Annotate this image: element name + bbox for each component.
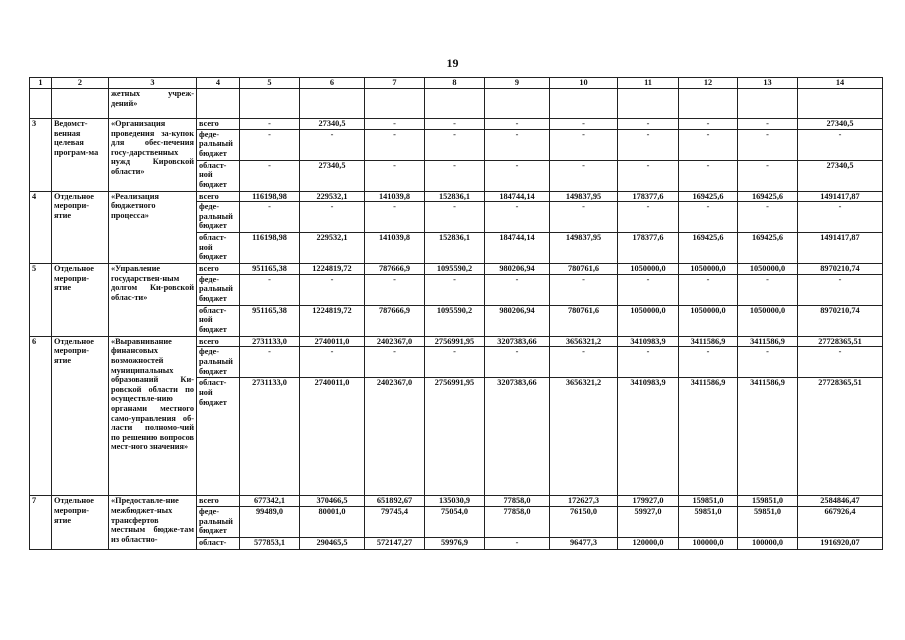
amount-cell: 159851,0: [679, 496, 738, 507]
amount-cell: 2731133,0: [240, 336, 300, 347]
amount-cell: -: [679, 160, 738, 191]
funding-source: област-ной бюджет: [197, 305, 240, 336]
amount-cell: 120000,0: [618, 537, 679, 549]
amount-cell: 677342,1: [240, 496, 300, 507]
amount-cell: [738, 89, 798, 119]
program-name: «Предоставле-ние межбюджет-ных трансфертов местным бюдже-там из областно-: [109, 496, 197, 550]
amount-cell: 2402367,0: [365, 336, 425, 347]
column-number: 2: [52, 78, 109, 89]
column-number: 4: [197, 78, 240, 89]
column-number: 14: [798, 78, 883, 89]
amount-cell: 116198,98: [240, 233, 300, 264]
amount-cell: 951165,38: [240, 305, 300, 336]
amount-cell: -: [365, 119, 425, 130]
amount-cell: 159851,0: [738, 496, 798, 507]
amount-cell: 2740011,0: [300, 336, 365, 347]
amount-cell: 1095590,2: [425, 264, 485, 275]
row-number: 5: [30, 264, 52, 337]
amount-cell: 149837,95: [550, 233, 618, 264]
amount-cell: 27728365,51: [798, 378, 883, 496]
amount-cell: -: [679, 347, 738, 378]
funding-source: област-ной бюджет: [197, 378, 240, 496]
amount-cell: -: [679, 119, 738, 130]
column-number: 13: [738, 78, 798, 89]
amount-cell: 149837,95: [550, 191, 618, 202]
amount-cell: -: [425, 202, 485, 233]
amount-cell: -: [738, 119, 798, 130]
amount-cell: 3656321,2: [550, 378, 618, 496]
amount-cell: -: [618, 274, 679, 305]
amount-cell: 2402367,0: [365, 378, 425, 496]
amount-cell: [300, 89, 365, 119]
amount-cell: 1050000,0: [679, 264, 738, 275]
funding-source: [197, 89, 240, 119]
program-name: «Управление государствен-ным долгом Ки-ровской облас-ти»: [109, 264, 197, 337]
amount-cell: 172627,3: [550, 496, 618, 507]
amount-cell: -: [425, 347, 485, 378]
program-type: Отдельное меропри-ятие: [52, 191, 109, 264]
amount-cell: 77858,0: [485, 506, 550, 537]
amount-cell: 780761,6: [550, 264, 618, 275]
amount-cell: -: [738, 160, 798, 191]
amount-cell: 370466,5: [300, 496, 365, 507]
amount-cell: -: [365, 347, 425, 378]
amount-cell: 572147,27: [365, 537, 425, 549]
amount-cell: 1095590,2: [425, 305, 485, 336]
amount-cell: [679, 89, 738, 119]
amount-cell: [485, 89, 550, 119]
amount-cell: 3411586,9: [738, 378, 798, 496]
amount-cell: 80001,0: [300, 506, 365, 537]
funding-source: всего: [197, 191, 240, 202]
table-row: [30, 119, 883, 130]
amount-cell: -: [679, 274, 738, 305]
amount-cell: 59976,9: [425, 537, 485, 549]
amount-cell: 99489,0: [240, 506, 300, 537]
column-number: 9: [485, 78, 550, 89]
amount-cell: -: [618, 347, 679, 378]
amount-cell: -: [679, 129, 738, 160]
column-number: 11: [618, 78, 679, 89]
amount-cell: 27728365,51: [798, 336, 883, 347]
amount-cell: 787666,9: [365, 264, 425, 275]
amount-cell: 980206,94: [485, 305, 550, 336]
amount-cell: 229532,1: [300, 233, 365, 264]
amount-cell: 8970210,74: [798, 305, 883, 336]
amount-cell: 59927,0: [618, 506, 679, 537]
program-type: Отдельное меропри-ятие: [52, 264, 109, 337]
funding-source: феде-ральный бюджет: [197, 202, 240, 233]
amount-cell: 79745,4: [365, 506, 425, 537]
amount-cell: -: [300, 202, 365, 233]
amount-cell: 27340,5: [300, 160, 365, 191]
amount-cell: -: [240, 202, 300, 233]
amount-cell: -: [485, 274, 550, 305]
row-number: [30, 89, 52, 119]
amount-cell: -: [425, 160, 485, 191]
amount-cell: 169425,6: [679, 191, 738, 202]
amount-cell: -: [300, 274, 365, 305]
amount-cell: 3207383,66: [485, 336, 550, 347]
amount-cell: 2731133,0: [240, 378, 300, 496]
amount-cell: 1491417,87: [798, 233, 883, 264]
amount-cell: 3207383,66: [485, 378, 550, 496]
amount-cell: -: [485, 537, 550, 549]
amount-cell: -: [798, 347, 883, 378]
amount-cell: -: [550, 119, 618, 130]
amount-cell: 3410983,9: [618, 378, 679, 496]
amount-cell: 178377,6: [618, 191, 679, 202]
amount-cell: -: [365, 202, 425, 233]
amount-cell: 76150,0: [550, 506, 618, 537]
funding-source: всего: [197, 119, 240, 130]
amount-cell: -: [365, 274, 425, 305]
program-name: «Реализация бюджетного процесса»: [109, 191, 197, 264]
amount-cell: 96477,3: [550, 537, 618, 549]
page-number: 19: [446, 56, 459, 70]
amount-cell: -: [485, 119, 550, 130]
funding-source: феде-ральный бюджет: [197, 129, 240, 160]
amount-cell: -: [240, 274, 300, 305]
amount-cell: 179927,0: [618, 496, 679, 507]
amount-cell: -: [300, 129, 365, 160]
amount-cell: 1050000,0: [738, 264, 798, 275]
amount-cell: 27340,5: [798, 160, 883, 191]
program-type: Ведомст-венная целевая програм-ма: [52, 119, 109, 192]
amount-cell: [425, 89, 485, 119]
funding-source: всего: [197, 496, 240, 507]
column-number: 5: [240, 78, 300, 89]
amount-cell: 169425,6: [738, 233, 798, 264]
amount-cell: 951165,38: [240, 264, 300, 275]
amount-cell: 116198,98: [240, 191, 300, 202]
amount-cell: 8970210,74: [798, 264, 883, 275]
row-number: 4: [30, 191, 52, 264]
column-number: 12: [679, 78, 738, 89]
amount-cell: -: [679, 202, 738, 233]
amount-cell: 1050000,0: [738, 305, 798, 336]
amount-cell: -: [240, 119, 300, 130]
amount-cell: 667926,4: [798, 506, 883, 537]
amount-cell: 152836,1: [425, 191, 485, 202]
amount-cell: 651892,67: [365, 496, 425, 507]
amount-cell: -: [240, 129, 300, 160]
amount-cell: -: [618, 119, 679, 130]
program-type: [52, 89, 109, 119]
amount-cell: 100000,0: [679, 537, 738, 549]
amount-cell: -: [550, 274, 618, 305]
funding-source: област-: [197, 537, 240, 549]
amount-cell: 577853,1: [240, 537, 300, 549]
amount-cell: -: [618, 160, 679, 191]
row-number: 3: [30, 119, 52, 192]
program-name: «Организация проведения за-купок для обес-печения госу-дарственных нужд Кировской области»: [109, 119, 197, 192]
funding-source: всего: [197, 264, 240, 275]
amount-cell: 59851,0: [738, 506, 798, 537]
amount-cell: 2584846,47: [798, 496, 883, 507]
funding-source: всего: [197, 336, 240, 347]
funding-source: област-ной бюджет: [197, 160, 240, 191]
amount-cell: 1224819,72: [300, 305, 365, 336]
amount-cell: -: [240, 347, 300, 378]
amount-cell: 1050000,0: [618, 305, 679, 336]
column-number: 6: [300, 78, 365, 89]
amount-cell: [798, 89, 883, 119]
amount-cell: [240, 89, 300, 119]
amount-cell: 135030,9: [425, 496, 485, 507]
amount-cell: -: [485, 202, 550, 233]
amount-cell: 980206,94: [485, 264, 550, 275]
amount-cell: 141039,8: [365, 233, 425, 264]
amount-cell: 178377,6: [618, 233, 679, 264]
amount-cell: 77858,0: [485, 496, 550, 507]
amount-cell: 27340,5: [798, 119, 883, 130]
amount-cell: 787666,9: [365, 305, 425, 336]
amount-cell: 229532,1: [300, 191, 365, 202]
amount-cell: 59851,0: [679, 506, 738, 537]
amount-cell: 3410983,9: [618, 336, 679, 347]
amount-cell: 184744,14: [485, 191, 550, 202]
amount-cell: -: [485, 160, 550, 191]
funding-source: феде-ральный бюджет: [197, 274, 240, 305]
funding-source: феде-ральный бюджет: [197, 347, 240, 378]
amount-cell: 1050000,0: [679, 305, 738, 336]
amount-cell: 1916920,07: [798, 537, 883, 549]
column-number: 1: [30, 78, 52, 89]
funding-source: област-ной бюджет: [197, 233, 240, 264]
header-row: [30, 78, 883, 89]
budget-table: [29, 77, 883, 550]
amount-cell: 3411586,9: [738, 336, 798, 347]
amount-cell: -: [300, 347, 365, 378]
amount-cell: 3656321,2: [550, 336, 618, 347]
amount-cell: -: [550, 129, 618, 160]
column-number: 3: [109, 78, 197, 89]
amount-cell: 141039,8: [365, 191, 425, 202]
amount-cell: 1224819,72: [300, 264, 365, 275]
amount-cell: -: [550, 347, 618, 378]
amount-cell: -: [550, 160, 618, 191]
amount-cell: 2756991,95: [425, 378, 485, 496]
program-name: жетных учреж-дений»: [109, 89, 197, 119]
amount-cell: -: [798, 274, 883, 305]
amount-cell: -: [485, 129, 550, 160]
amount-cell: 100000,0: [738, 537, 798, 549]
amount-cell: -: [738, 347, 798, 378]
amount-cell: -: [618, 202, 679, 233]
amount-cell: 184744,14: [485, 233, 550, 264]
table-row: [30, 264, 883, 275]
amount-cell: -: [425, 119, 485, 130]
amount-cell: -: [425, 129, 485, 160]
program-type: Отдельное меропри-ятие: [52, 496, 109, 550]
amount-cell: 290465,5: [300, 537, 365, 549]
amount-cell: -: [365, 129, 425, 160]
program-type: Отдельное меропри-ятие: [52, 336, 109, 496]
amount-cell: -: [738, 202, 798, 233]
amount-cell: -: [485, 347, 550, 378]
amount-cell: 152836,1: [425, 233, 485, 264]
amount-cell: 2756991,95: [425, 336, 485, 347]
amount-cell: -: [550, 202, 618, 233]
amount-cell: -: [618, 129, 679, 160]
amount-cell: 169425,6: [738, 191, 798, 202]
column-number: 8: [425, 78, 485, 89]
amount-cell: 3411586,9: [679, 336, 738, 347]
amount-cell: -: [365, 160, 425, 191]
table-row: [30, 496, 883, 507]
column-number: 10: [550, 78, 618, 89]
amount-cell: 3411586,9: [679, 378, 738, 496]
amount-cell: -: [798, 129, 883, 160]
amount-cell: 780761,6: [550, 305, 618, 336]
amount-cell: [550, 89, 618, 119]
amount-cell: -: [738, 274, 798, 305]
row-number: 7: [30, 496, 52, 550]
amount-cell: 2740011,0: [300, 378, 365, 496]
program-name: «Выравнивание финансовых возможностей муниципальных образований Ки-ровской области по осуществле-нию органами местного само-управления об-ласти полномо-чий по решению вопросов мест-ного значения»: [109, 336, 197, 496]
amount-cell: -: [425, 274, 485, 305]
table-row: [30, 89, 883, 119]
row-number: 6: [30, 336, 52, 496]
amount-cell: -: [738, 129, 798, 160]
amount-cell: 1050000,0: [618, 264, 679, 275]
table-row: [30, 191, 883, 202]
amount-cell: 75054,0: [425, 506, 485, 537]
funding-source: феде-ральный бюджет: [197, 506, 240, 537]
amount-cell: 1491417,87: [798, 191, 883, 202]
amount-cell: [618, 89, 679, 119]
amount-cell: -: [798, 202, 883, 233]
amount-cell: [365, 89, 425, 119]
column-number: 7: [365, 78, 425, 89]
amount-cell: 169425,6: [679, 233, 738, 264]
table-row: [30, 336, 883, 347]
amount-cell: -: [240, 160, 300, 191]
amount-cell: 27340,5: [300, 119, 365, 130]
